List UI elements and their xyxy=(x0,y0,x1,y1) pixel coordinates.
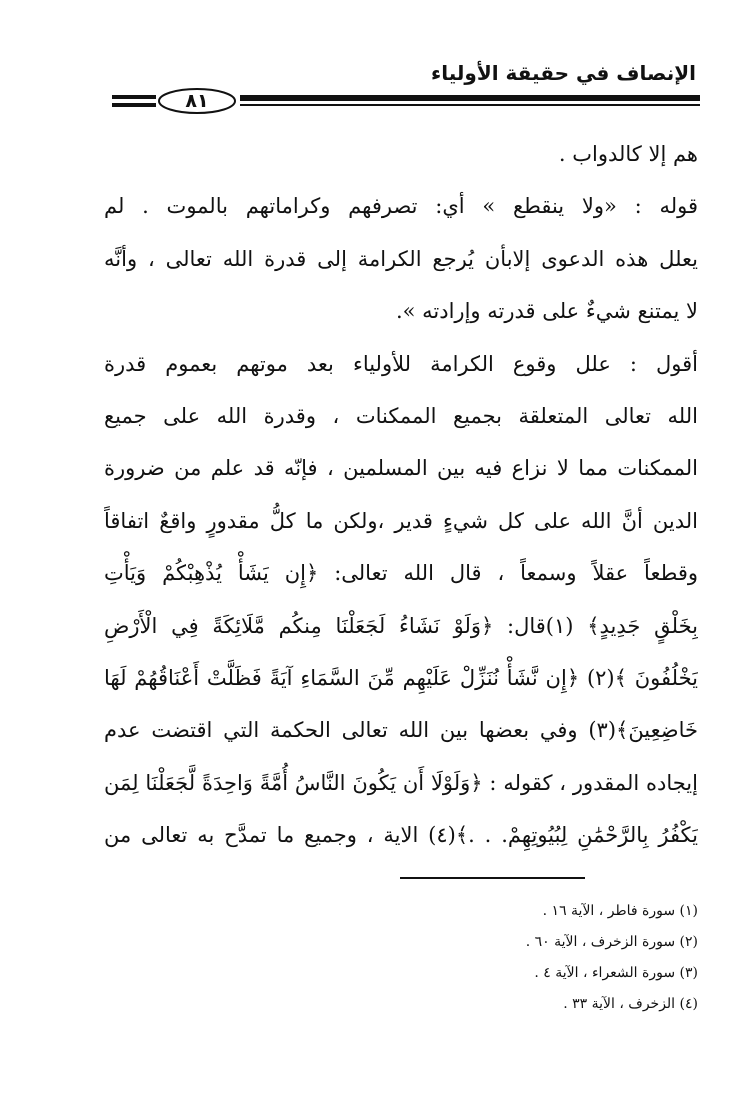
footnote-separator xyxy=(400,877,585,879)
footnote-4: (٤) الزخرف ، الآية ٣٣ . xyxy=(563,996,698,1012)
body-line-13: إيجاده المقدور ، كقوله : ﴿وَلَوْلَا أَن يَكُونَ النَّاسُ أُمَّةً وَاحِدَةً لَّجَعَلْنَا لِمَن xyxy=(104,770,698,795)
body-line-3: يعلل هذه الدعوى إلابأن يُرجع الكرامة إلى قدرة الله تعالى ، وأنَّه xyxy=(104,246,698,271)
body-line-5: أقول : علل وقوع الكرامة للأولياء بعد موتهم بعموم قدرة xyxy=(104,351,698,376)
footnote-3: (٣) سورة الشعراء ، الآية ٤ . xyxy=(534,965,698,981)
footnote-1: (١) سورة فاطر ، الآية ١٦ . xyxy=(542,903,698,919)
body-line-10: بِخَلْقٍ جَدِيدٍ﴾ (١)قال: ﴿وَلَوْ نَشَاءُ لَجَعَلْنَا مِنكُم مَّلَائِكَةً فِي الْأَرْضِ xyxy=(104,613,698,638)
header-rule-left-bar-top xyxy=(112,95,156,99)
body-line-12: خَاضِعِينَ﴾(٣) وفي بعضها بين الله تعالى الحكمة التي اقتضت عدم xyxy=(104,718,698,743)
body-line-8: الدين أنَّ الله على كل شيءٍ قدير ،ولكن ما كلُّ مقدورٍ واقعٌ اتفاقاً xyxy=(104,508,698,533)
body-line-9: وقطعاً عقلاً وسمعاً ، قال الله تعالى: ﴿إِن يَشَأْ يُذْهِبْكُمْ وَيَأْتِ xyxy=(104,561,698,586)
running-title: الإنصاف في حقيقة الأولياء xyxy=(430,61,696,85)
page-number: ٨١ xyxy=(185,90,209,112)
body-line-4: لا يمتنع شيءٌ على قدرته وإرادته ». xyxy=(395,299,698,324)
body-line-1: هم إلا كالدواب . xyxy=(558,142,698,166)
body-line-7: الممكنات مما لا نزاع فيه بين المسلمين ، فإنّه قد علم من ضرورة xyxy=(104,456,698,481)
header-rule-right-bar-thin xyxy=(240,104,700,106)
header-rule-left-bar-bottom xyxy=(112,103,156,107)
footnotes xyxy=(300,896,698,1020)
header-rule-right-bar-thick xyxy=(240,95,700,101)
body-text xyxy=(104,128,698,861)
body-line-6: الله تعالى المتعلقة بجميع الممكنات ، وقدرة الله على جميع xyxy=(104,403,698,428)
footnote-2: (٢) سورة الزخرف ، الآية ٦٠ . xyxy=(525,934,698,950)
body-line-14: يَكْفُرُ بِالرَّحْمَٰنِ لِبُيُوتِهِمْ. . .﴾(٤) الاية ، وجميع ما تمدَّح به تعالى من xyxy=(104,823,698,848)
body-line-2: قوله : «ولا ينقطع » أي: تصرفهم وكراماتهم بالموت . لم xyxy=(104,194,698,219)
body-line-11: يَخْلُفُونَ ﴾(٢) ﴿إِن نَّشَأْ نُنَزِّلْ عَلَيْهِم مِّنَ السَّمَاءِ آيَةً فَظَلَّتْ أَعْنَاقُهُمْ لَهَا xyxy=(104,665,698,690)
